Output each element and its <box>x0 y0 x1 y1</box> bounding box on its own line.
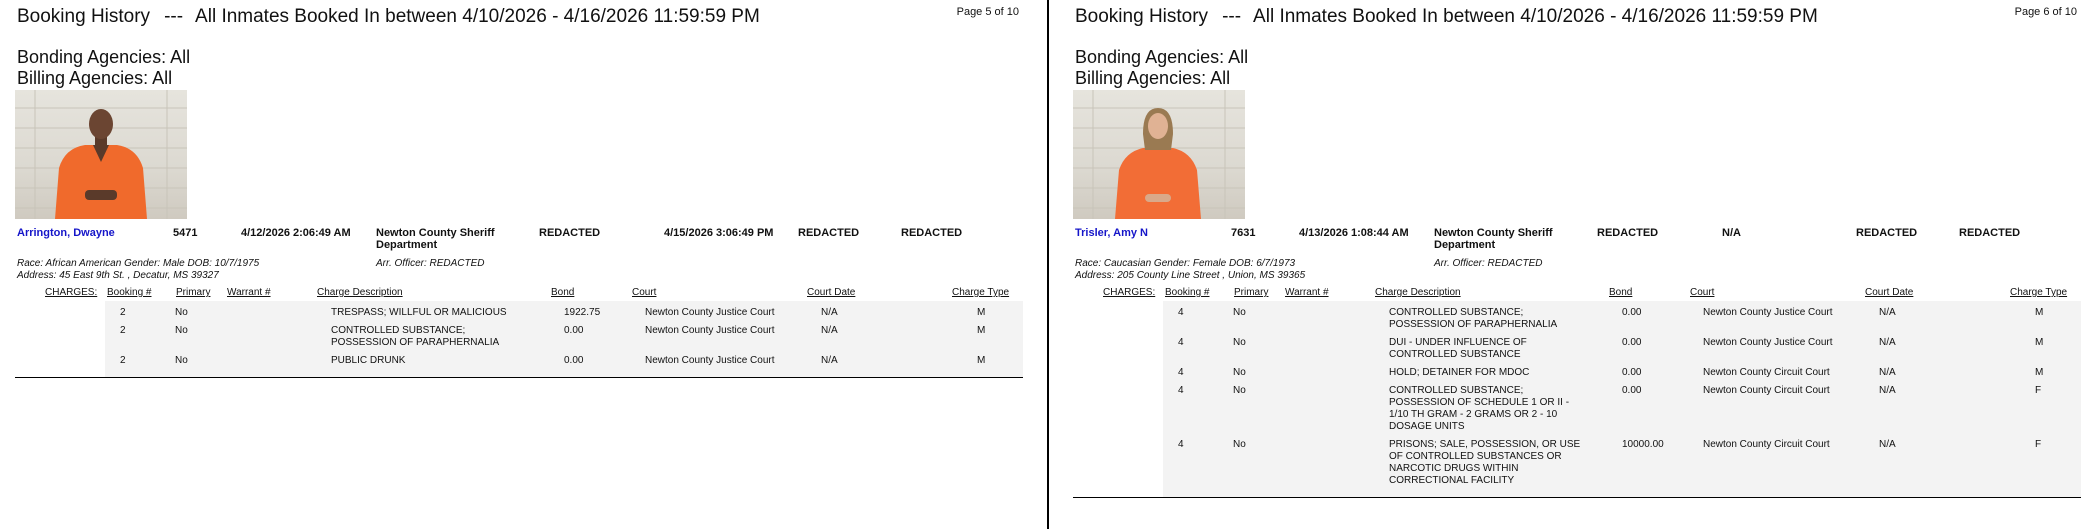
table-row <box>105 349 1023 367</box>
inmate-id: 5471 <box>173 227 198 239</box>
inmate-photo <box>1073 90 1245 219</box>
cell-court-date: N/A <box>821 325 838 336</box>
cell-court-date: N/A <box>821 307 838 318</box>
charges-label: CHARGES: <box>45 287 98 298</box>
cell-court: Newton County Justice Court <box>645 355 775 366</box>
cell-charge-type: M <box>2035 367 2044 378</box>
table-row <box>1163 433 2081 487</box>
cell-charge-type: M <box>2035 337 2044 348</box>
inmate-id: 7631 <box>1231 227 1256 239</box>
booking-date: 4/13/2026 1:08:44 AM <box>1299 227 1409 239</box>
inmate-demographics: Race: African American Gender: Male DOB: 10/7/1975 <box>17 258 260 269</box>
charges-body <box>1163 301 2081 497</box>
inmate-address: Address: 205 County Line Street , Union, MS 39365 <box>1075 270 1306 281</box>
cell-charge-type: M <box>977 355 986 366</box>
cell-court-date: N/A <box>1879 439 1896 450</box>
cell-court-date: N/A <box>1879 385 1896 396</box>
col-header-warrant: Warrant # <box>1285 287 1329 298</box>
redacted-field: REDACTED <box>539 227 601 239</box>
report-page-5 <box>0 0 1045 529</box>
cell-court: Newton County Circuit Court <box>1703 385 1830 396</box>
arresting-agency: Newton County Sheriff Department <box>1434 227 1553 251</box>
cell-charge-type: M <box>977 325 986 336</box>
redacted-field: REDACTED <box>798 227 860 239</box>
table-row <box>105 301 1023 319</box>
col-header-booking: Booking # <box>1165 287 1210 298</box>
cell-description: CONTROLLED SUBSTANCE; POSSESSION OF PARAPHERNALIA <box>331 325 500 348</box>
cell-bond: 0.00 <box>1622 385 1642 396</box>
inmate-address: Address: 45 East 9th St. , Decatur, MS 39327 <box>17 270 219 281</box>
col-header-bond: Bond <box>551 287 575 298</box>
cell-court: Newton County Justice Court <box>1703 337 1833 348</box>
header-separator: --- <box>1222 6 1242 27</box>
table-row <box>1163 361 2081 379</box>
charges-header-row <box>1073 286 2081 301</box>
cell-charge-type: M <box>977 307 986 318</box>
cell-court: Newton County Circuit Court <box>1703 439 1830 450</box>
report-title: Booking History <box>17 6 151 27</box>
cell-booking: 4 <box>1178 337 1184 348</box>
cell-court: Newton County Justice Court <box>645 325 775 336</box>
cell-bond: 0.00 <box>1622 307 1642 318</box>
cell-primary: No <box>175 355 188 366</box>
header-separator: --- <box>164 6 184 27</box>
col-header-court: Court <box>632 287 657 298</box>
cell-bond: 0.00 <box>564 355 584 366</box>
bonding-agencies: Bonding Agencies: All <box>17 47 191 67</box>
cell-primary: No <box>1233 385 1246 396</box>
cell-description: DUI - UNDER INFLUENCE OF CONTROLLED SUBSTANCE <box>1389 337 1527 360</box>
col-header-description: Charge Description <box>1375 287 1461 298</box>
col-header-booking: Booking # <box>107 287 152 298</box>
cell-court-date: N/A <box>1879 307 1896 318</box>
booking-date: 4/12/2026 2:06:49 AM <box>241 227 351 239</box>
report-header <box>1075 6 1818 28</box>
cell-primary: No <box>1233 367 1246 378</box>
col-header-court-date: Court Date <box>1865 287 1914 298</box>
cell-charge-type: F <box>2035 439 2042 450</box>
inmate-name-link[interactable]: Arrington, Dwayne <box>17 227 115 239</box>
cell-court: Newton County Circuit Court <box>1703 367 1830 378</box>
cell-primary: No <box>175 307 188 318</box>
cell-charge-type: F <box>2035 385 2042 396</box>
report-title: Booking History <box>1075 6 1209 27</box>
cell-booking: 4 <box>1178 367 1184 378</box>
release-date: N/A <box>1722 227 1741 239</box>
cell-description: HOLD; DETAINER FOR MDOC <box>1389 367 1530 378</box>
cell-court: Newton County Justice Court <box>1703 307 1833 318</box>
page-number: Page 6 of 10 <box>2014 6 2077 18</box>
report-page-6 <box>1058 0 2098 529</box>
cell-primary: No <box>1233 337 1246 348</box>
release-date: 4/15/2026 3:06:49 PM <box>664 227 774 239</box>
page-number: Page 5 of 10 <box>956 6 1019 18</box>
cell-bond: 0.00 <box>1622 337 1642 348</box>
cell-primary: No <box>1233 307 1246 318</box>
cell-charge-type: M <box>2035 307 2044 318</box>
redacted-field: REDACTED <box>1597 227 1659 239</box>
page-divider <box>1047 0 1049 529</box>
cell-court-date: N/A <box>1879 367 1896 378</box>
arresting-officer: Arr. Officer: REDACTED <box>1434 258 1543 269</box>
charges-label: CHARGES: <box>1103 287 1156 298</box>
cell-description: TRESPASS; WILLFUL OR MALICIOUS <box>331 307 507 318</box>
cell-bond: 1922.75 <box>564 307 601 318</box>
redacted-field: REDACTED <box>1959 227 2021 239</box>
charges-table <box>15 286 1023 378</box>
report-subtitle: All Inmates Booked In between 4/10/2026 - 4/16/2026 11:59:59 PM <box>195 6 760 27</box>
billing-agencies: Billing Agencies: All <box>1075 68 1231 88</box>
col-header-warrant: Warrant # <box>227 287 271 298</box>
col-header-primary: Primary <box>1234 287 1269 298</box>
cell-description: PRISONS; SALE, POSSESSION, OR USE OF CONTROLLED SUBSTANCES OR NARCOTIC DRUGS WITHIN CORRECTIONAL FACILITY <box>1389 439 1581 486</box>
arresting-officer: Arr. Officer: REDACTED <box>376 258 485 269</box>
inmate-demographics: Race: Caucasian Gender: Female DOB: 6/7/1973 <box>1075 258 1296 269</box>
arresting-agency: Newton County Sheriff Department <box>376 227 495 251</box>
table-row <box>1163 379 2081 433</box>
inmate-photo <box>15 90 187 219</box>
cell-bond: 0.00 <box>1622 367 1642 378</box>
table-row <box>1163 301 2081 331</box>
cell-court-date: N/A <box>821 355 838 366</box>
col-header-bond: Bond <box>1609 287 1633 298</box>
report-header <box>17 6 760 28</box>
billing-agencies: Billing Agencies: All <box>17 68 173 88</box>
cell-booking: 4 <box>1178 385 1184 396</box>
cell-booking: 2 <box>120 355 126 366</box>
cell-court-date: N/A <box>1879 337 1896 348</box>
table-row <box>1163 331 2081 361</box>
col-header-charge-type: Charge Type <box>952 287 1010 298</box>
cell-description: PUBLIC DRUNK <box>331 355 406 366</box>
cell-primary: No <box>1233 439 1246 450</box>
cell-court: Newton County Justice Court <box>645 307 775 318</box>
col-header-primary: Primary <box>176 287 211 298</box>
inmate-name-link[interactable]: Trisler, Amy N <box>1075 227 1148 239</box>
col-header-charge-type: Charge Type <box>2010 287 2068 298</box>
report-subtitle: All Inmates Booked In between 4/10/2026 - 4/16/2026 11:59:59 PM <box>1253 6 1818 27</box>
col-header-description: Charge Description <box>317 287 403 298</box>
cell-description: CONTROLLED SUBSTANCE; POSSESSION OF SCHEDULE 1 OR II - 1/10 TH GRAM - 2 GRAMS OR 2 - 10 DOSAGE UNITS <box>1389 385 1570 432</box>
cell-bond: 10000.00 <box>1622 439 1664 450</box>
table-row <box>105 319 1023 349</box>
charges-header-row <box>15 286 1023 301</box>
redacted-field: REDACTED <box>1856 227 1918 239</box>
cell-booking: 2 <box>120 307 126 318</box>
cell-description: CONTROLLED SUBSTANCE; POSSESSION OF PARAPHERNALIA <box>1389 307 1558 330</box>
cell-booking: 2 <box>120 325 126 336</box>
cell-booking: 4 <box>1178 439 1184 450</box>
cell-bond: 0.00 <box>564 325 584 336</box>
cell-booking: 4 <box>1178 307 1184 318</box>
charges-table <box>1073 286 2081 498</box>
charges-body <box>105 301 1023 377</box>
col-header-court: Court <box>1690 287 1715 298</box>
col-header-court-date: Court Date <box>807 287 856 298</box>
redacted-field: REDACTED <box>901 227 963 239</box>
cell-primary: No <box>175 325 188 336</box>
bonding-agencies: Bonding Agencies: All <box>1075 47 1249 67</box>
